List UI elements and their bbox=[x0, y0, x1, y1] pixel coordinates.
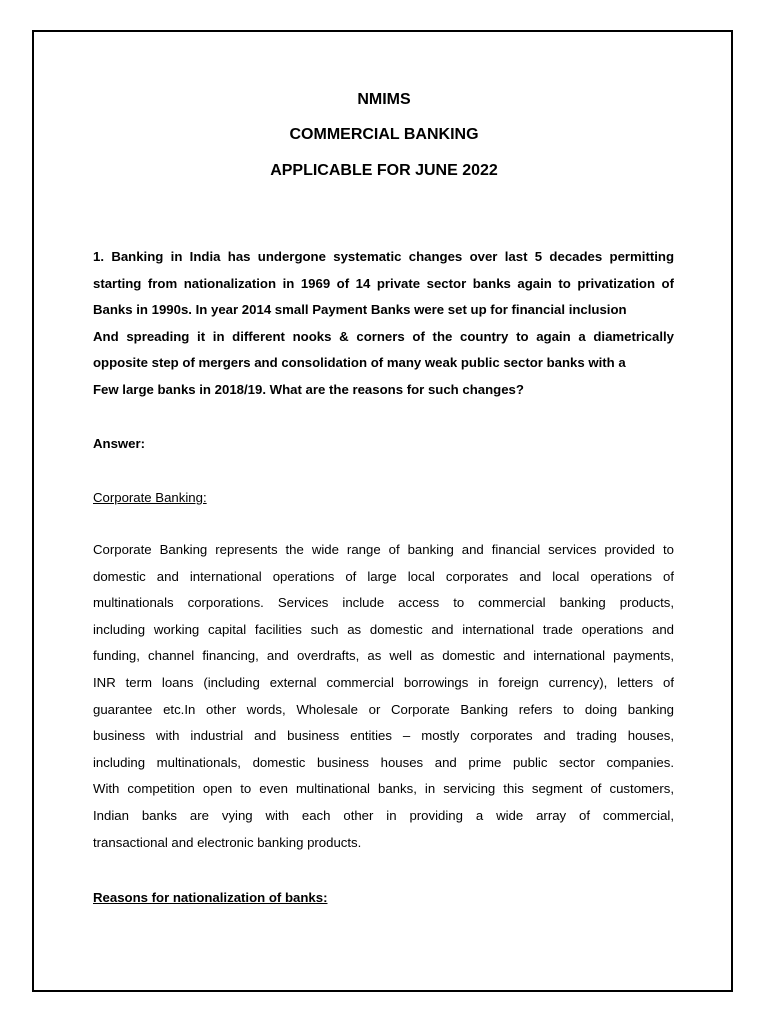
question-line: And spreading it in different nooks & corners of the country to again a diametrically bbox=[93, 328, 674, 344]
paragraph-line: guarantee etc.In other words, Wholesale or Corporate Banking refers to doing banking bbox=[93, 701, 674, 717]
question-block bbox=[93, 244, 674, 404]
paragraph-line: including working capital facilities such as domestic and international trade operations and bbox=[93, 621, 674, 637]
question-line: Banks in 1990s. In year 2014 small Payment Banks were set up for financial inclusion bbox=[93, 302, 627, 318]
header-subject: COMMERCIAL BANKING bbox=[289, 126, 479, 143]
nationalization-reasons-heading: Reasons for nationalization of banks: bbox=[93, 890, 328, 905]
paragraph-line: including multinationals, domestic business houses and prime public sector companies. bbox=[93, 754, 674, 770]
answer-label: Answer: bbox=[93, 436, 146, 451]
question-line: Few large banks in 2018/19. What are the reasons for such changes? bbox=[93, 381, 524, 397]
corporate-banking-heading: Corporate Banking: bbox=[93, 490, 207, 505]
header-applicability: APPLICABLE FOR JUNE 2022 bbox=[270, 162, 498, 179]
question-line: 1. Banking in India has undergone systematic changes over last 5 decades permitting bbox=[93, 249, 674, 264]
paragraph-line: domestic and international operations of large local corporates and local operations of bbox=[93, 568, 674, 584]
paragraph-line: multinationals corporations. Services include access to commercial banking products, bbox=[93, 595, 674, 611]
paragraph-line: With competition open to even multinational banks, in servicing this segment of customers, bbox=[93, 781, 674, 797]
question-line: opposite step of mergers and consolidation of many weak public sector banks with a bbox=[93, 355, 626, 371]
paragraph-line: Corporate Banking represents the wide range of banking and financial services provided to bbox=[93, 542, 674, 557]
header-institution: NMIMS bbox=[357, 91, 411, 108]
paragraph-line: business with industrial and business entities – mostly corporates and trading houses, bbox=[93, 728, 674, 744]
paragraph-line: funding, channel financing, and overdrafts, as well as domestic and international payments, bbox=[93, 648, 674, 664]
paragraph-line: Indian banks are vying with each other in providing a wide array of commercial, bbox=[93, 807, 674, 823]
question-line: starting from nationalization in 1969 of 14 private sector banks again to privatization of bbox=[93, 275, 674, 291]
paragraph-line: transactional and electronic banking products. bbox=[93, 834, 362, 850]
corporate-banking-paragraph bbox=[93, 537, 674, 856]
paragraph-line: INR term loans (including external commercial borrowings in foreign currency), letters of bbox=[93, 674, 674, 690]
